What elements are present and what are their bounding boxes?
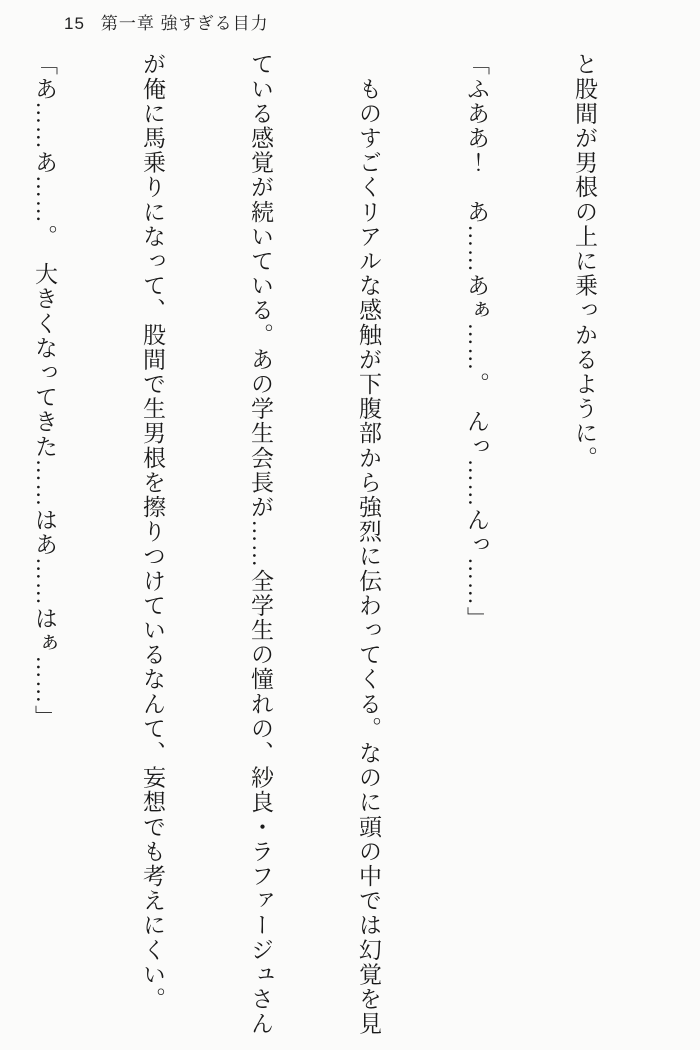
main-text-block [32,52,674,1046]
text-column: ている感覚が続いている。あの学生会長が……全学生の憧れの、紗良・ラファージュさん [248,52,273,1036]
text-column: ものすごくリアルな感触が下腹部から強烈に伝わってくる。なのに頭の中では幻覚を見 [356,52,381,1036]
chapter-title: 第一章 強すぎる目力 [100,14,269,33]
text-column: 「あ……あ……。 大きくなってきた……はあ……はぁ……」 [32,52,57,730]
running-header [64,9,269,34]
page-number: 15 [64,14,85,33]
text-column: が俺に馬乗りになって、股間で生男根を擦りつけているなんて、妄想でも考えにくい。 [140,52,165,1012]
text-column: と股間が男根の上に乗っかるように。 [572,52,597,471]
text-column: 「ふああ！ あ……あぁ……。 んっ……んっ……」 [464,52,489,631]
